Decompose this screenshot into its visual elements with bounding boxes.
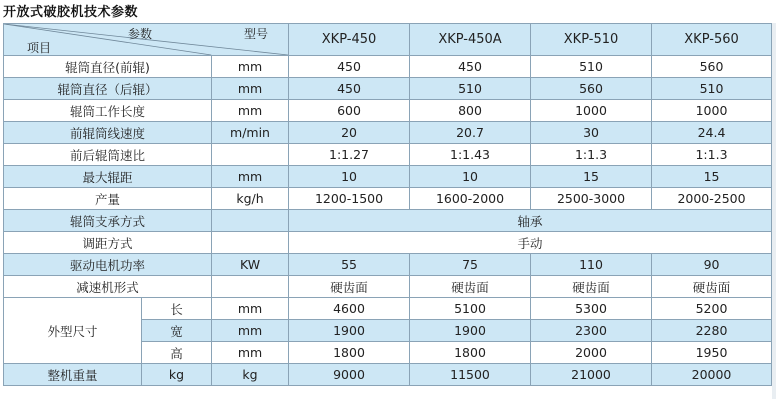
value-cell: 5200 xyxy=(652,298,772,320)
value-cell: 硬齿面 xyxy=(652,276,772,298)
value-cell: 510 xyxy=(410,78,531,100)
param-name-cell: 前辊筒线速度 xyxy=(4,122,212,144)
value-cell: 560 xyxy=(652,56,772,78)
unit-cell: mm xyxy=(212,298,289,320)
unit-cell xyxy=(212,144,289,166)
value-cell: 硬齿面 xyxy=(410,276,531,298)
value-cell: 110 xyxy=(531,254,652,276)
unit-cell: mm xyxy=(212,320,289,342)
value-cell: 15 xyxy=(531,166,652,188)
value-cell: 1900 xyxy=(410,320,531,342)
header-param-label: 参数 xyxy=(128,27,153,41)
table-row xyxy=(4,232,772,254)
unit-cell: mm xyxy=(212,78,289,100)
value-cell: 55 xyxy=(289,254,410,276)
param-name-cell: 驱动电机功率 xyxy=(4,254,212,276)
unit-cell: kg/h xyxy=(212,188,289,210)
value-cell: 1000 xyxy=(531,100,652,122)
value-cell: 20 xyxy=(289,122,410,144)
param-name-cell: 减速机形式 xyxy=(4,276,212,298)
value-cell: 10 xyxy=(289,166,410,188)
header-row xyxy=(4,24,772,56)
dimension-sub-cell: 宽 xyxy=(142,320,212,342)
unit-cell xyxy=(212,276,289,298)
unit-cell: mm xyxy=(212,56,289,78)
value-cell: 硬齿面 xyxy=(531,276,652,298)
unit-cell: mm xyxy=(212,100,289,122)
table-row xyxy=(4,56,772,78)
value-cell: 560 xyxy=(531,78,652,100)
value-cell: 5100 xyxy=(410,298,531,320)
unit-cell xyxy=(212,232,289,254)
value-cell: 9000 xyxy=(289,364,410,386)
value-cell: 1:1.27 xyxy=(289,144,410,166)
table-row xyxy=(4,210,772,232)
value-cell: 15 xyxy=(652,166,772,188)
value-cell: 21000 xyxy=(531,364,652,386)
spec-table xyxy=(3,23,772,386)
model-header: XKP-450 xyxy=(289,24,410,56)
dimension-sub-cell: 长 xyxy=(142,298,212,320)
value-cell: 2000 xyxy=(531,342,652,364)
value-cell: 75 xyxy=(410,254,531,276)
value-cell: 450 xyxy=(410,56,531,78)
table-row xyxy=(4,78,772,100)
value-cell: 2000-2500 xyxy=(652,188,772,210)
table-row xyxy=(4,166,772,188)
table-edge-shadow xyxy=(772,23,776,399)
value-cell: 600 xyxy=(289,100,410,122)
param-name-cell: 辊筒直径（后辊） xyxy=(4,78,212,100)
value-cell: 1900 xyxy=(289,320,410,342)
table-row xyxy=(4,100,772,122)
value-cell: 1:1.3 xyxy=(652,144,772,166)
value-cell: 硬齿面 xyxy=(289,276,410,298)
value-cell: 2280 xyxy=(652,320,772,342)
param-name-cell: 整机重量 xyxy=(4,364,142,386)
param-name-cell: 前后辊筒速比 xyxy=(4,144,212,166)
value-cell: 510 xyxy=(652,78,772,100)
merged-value-cell: 手动 xyxy=(289,232,772,254)
header-model-label: 型号 xyxy=(244,27,269,41)
unit-cell: mm xyxy=(212,166,289,188)
value-cell: 2300 xyxy=(531,320,652,342)
value-cell: 1600-2000 xyxy=(410,188,531,210)
param-name-cell: 产量 xyxy=(4,188,212,210)
unit-cell xyxy=(212,210,289,232)
header-item-label: 项目 xyxy=(27,41,52,55)
table-row xyxy=(4,122,772,144)
value-cell: 510 xyxy=(531,56,652,78)
unit-cell: kg xyxy=(212,364,289,386)
value-cell: 1200-1500 xyxy=(289,188,410,210)
value-cell: 450 xyxy=(289,56,410,78)
value-cell: 90 xyxy=(652,254,772,276)
value-cell: 1800 xyxy=(289,342,410,364)
value-cell: 20000 xyxy=(652,364,772,386)
value-cell: 1800 xyxy=(410,342,531,364)
diagonal-header-cell xyxy=(4,24,289,56)
unit-cell: KW xyxy=(212,254,289,276)
value-cell: 1000 xyxy=(652,100,772,122)
param-name-cell: 辊筒工作长度 xyxy=(4,100,212,122)
unit-cell: m/min xyxy=(212,122,289,144)
param-name-cell: 辊筒直径(前辊) xyxy=(4,56,212,78)
value-cell: 30 xyxy=(531,122,652,144)
param-name-cell: 调距方式 xyxy=(4,232,212,254)
unit-cell: mm xyxy=(212,342,289,364)
model-header: XKP-510 xyxy=(531,24,652,56)
value-cell: 20.7 xyxy=(410,122,531,144)
value-cell: 1:1.3 xyxy=(531,144,652,166)
value-cell: 11500 xyxy=(410,364,531,386)
value-cell: 800 xyxy=(410,100,531,122)
value-cell: 1:1.43 xyxy=(410,144,531,166)
value-cell: 450 xyxy=(289,78,410,100)
dimensions-group-cell: 外型尺寸 xyxy=(4,298,142,364)
table-row xyxy=(4,254,772,276)
page-title: 开放式破胶机技术参数 xyxy=(3,5,139,20)
param-name-cell: 最大辊距 xyxy=(4,166,212,188)
value-cell: 5300 xyxy=(531,298,652,320)
weight-sub-cell: kg xyxy=(142,364,212,386)
table-row xyxy=(4,276,772,298)
table-row xyxy=(4,144,772,166)
merged-value-cell: 轴承 xyxy=(289,210,772,232)
table-row xyxy=(4,188,772,210)
value-cell: 10 xyxy=(410,166,531,188)
value-cell: 24.4 xyxy=(652,122,772,144)
value-cell: 1950 xyxy=(652,342,772,364)
param-name-cell: 辊筒支承方式 xyxy=(4,210,212,232)
table-row xyxy=(4,298,772,320)
table-row xyxy=(4,364,772,386)
dimension-sub-cell: 高 xyxy=(142,342,212,364)
value-cell: 4600 xyxy=(289,298,410,320)
model-header: XKP-450A xyxy=(410,24,531,56)
model-header: XKP-560 xyxy=(652,24,772,56)
value-cell: 2500-3000 xyxy=(531,188,652,210)
